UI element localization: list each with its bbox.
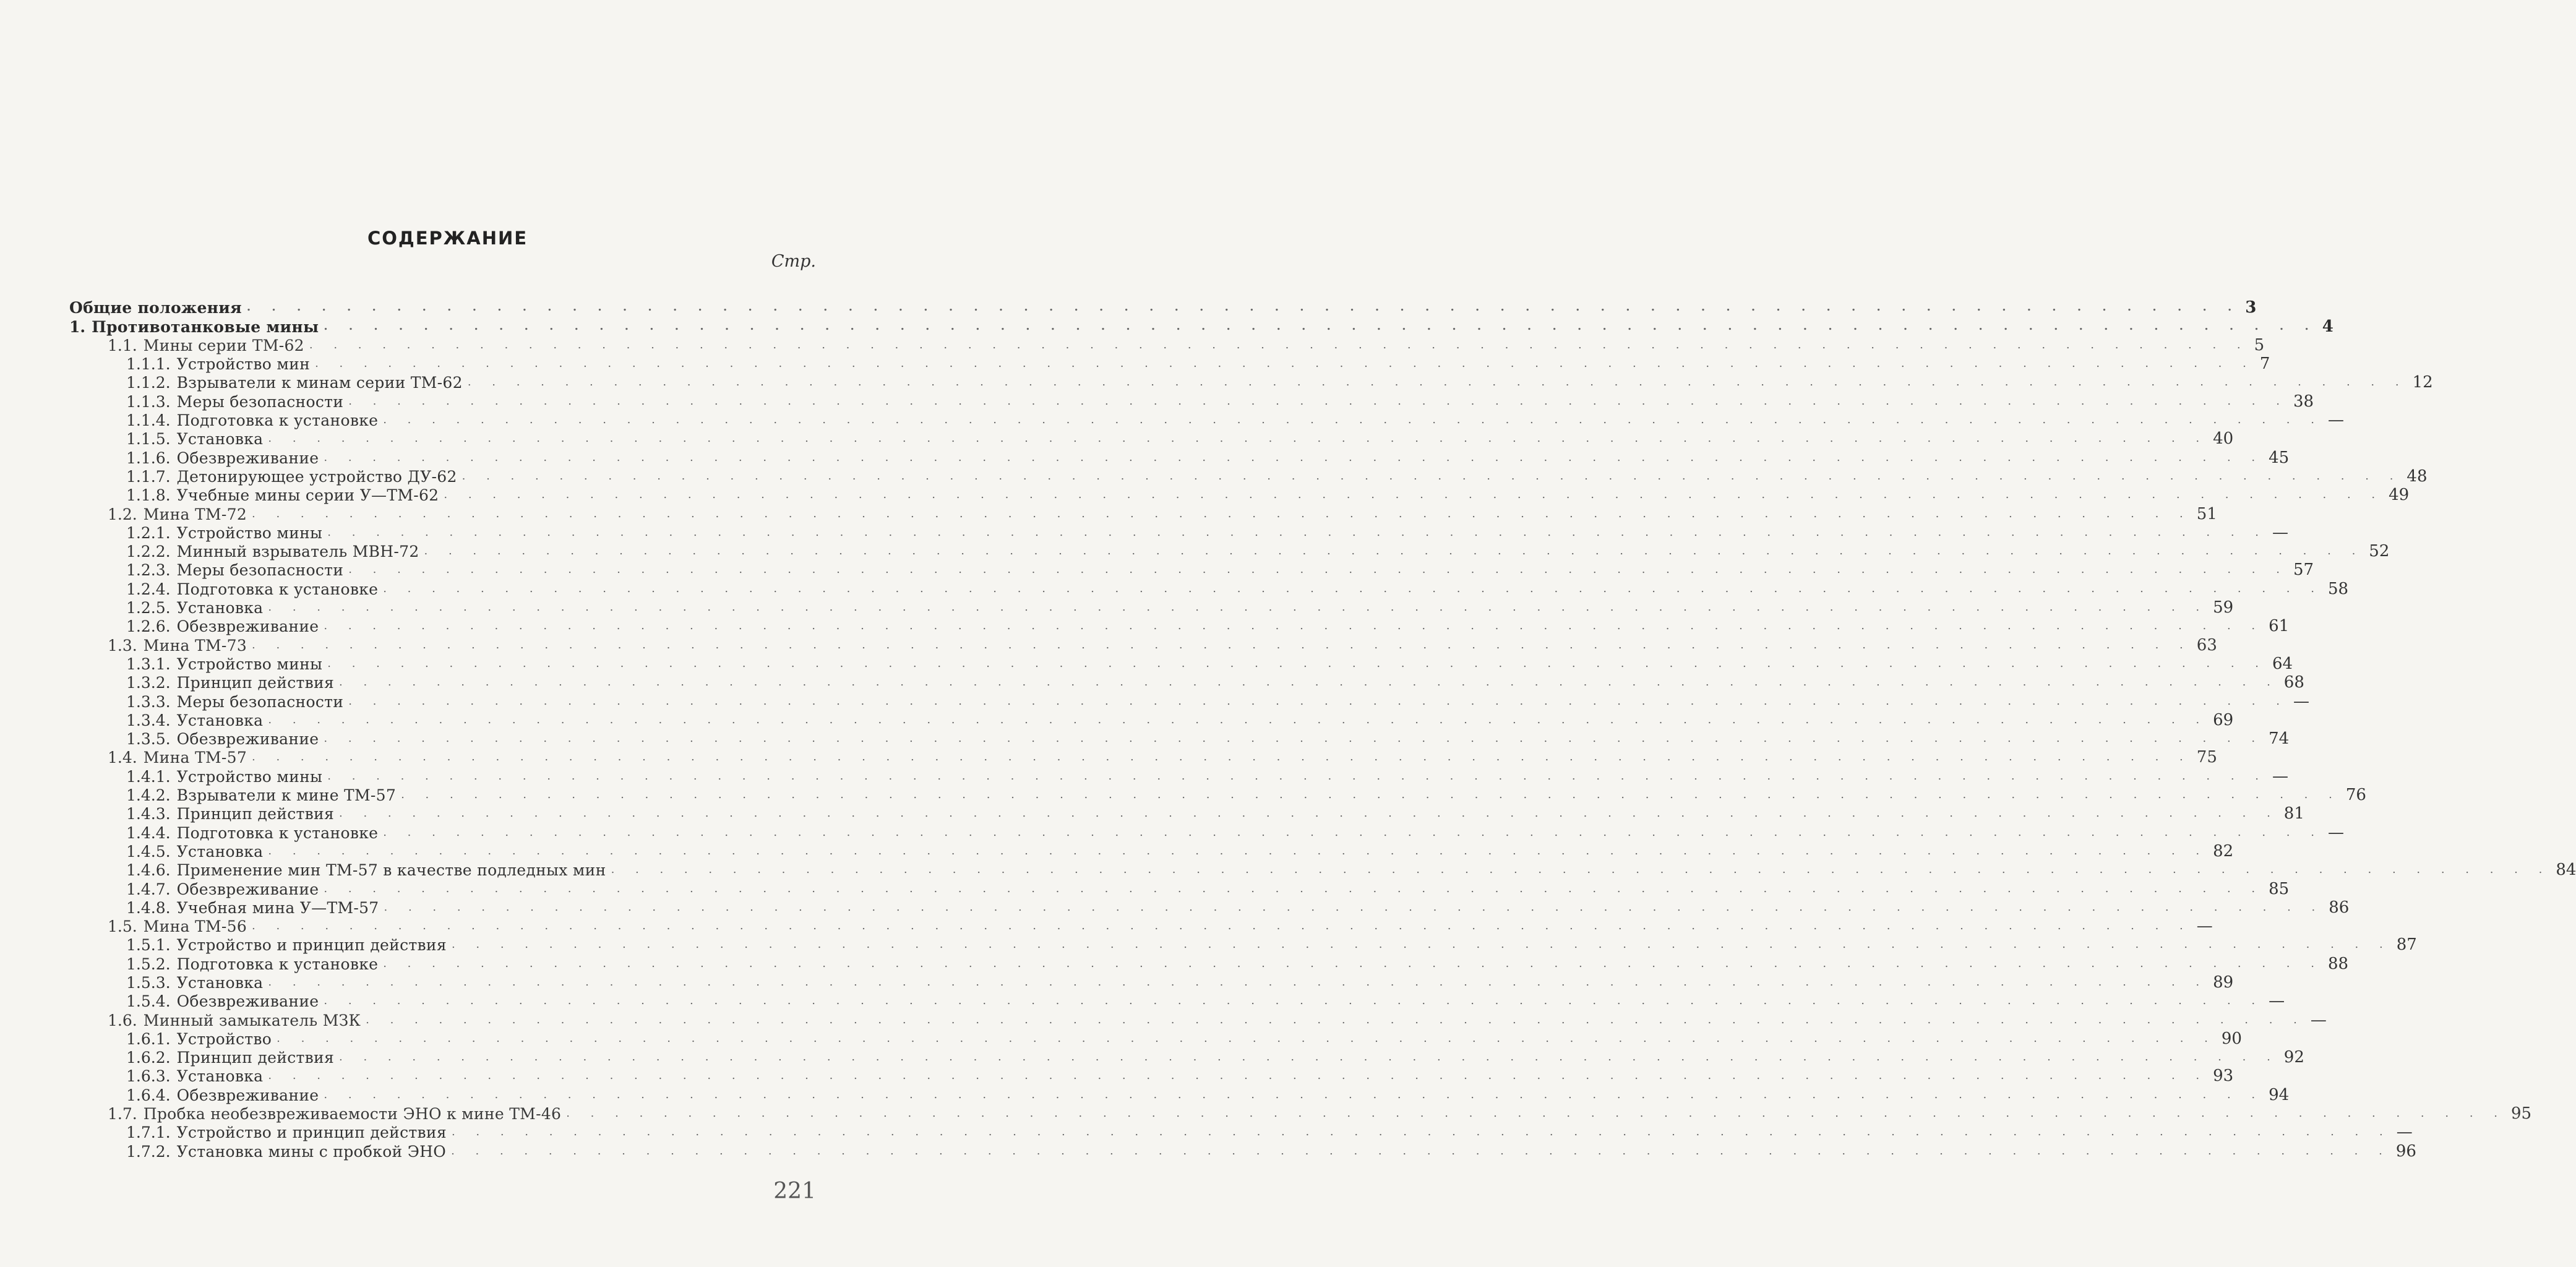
toc-entry-title: Меры безопасности xyxy=(176,692,344,711)
toc-entry-page: — xyxy=(2269,992,2285,1011)
toc-entry-page: 64 xyxy=(2272,654,2293,673)
dot-leader: . . . . . . . . . . . . . . . . . . . . . . . . . . . . . . . . . . . . . . . . . . . . . . . . . . . . . . . . . . . . . . . . . . . . . . . . . . . . . . . . xyxy=(246,301,2241,314)
toc-entry-title: Обезвреживание xyxy=(176,992,319,1011)
toc-entry-number: 1.4.8. xyxy=(126,898,171,917)
toc-entry-title: Обезвреживание xyxy=(176,449,319,467)
toc-entry-title: Устройство мины xyxy=(176,655,323,673)
toc-entry-page: 52 xyxy=(2369,542,2390,561)
dot-leader: . . . . . . . . . . . . . . . . . . . . . . . . . . . . . . . . . . . . . . . . . . . . . . . . . . . . . . . . . . . . . . . . . . . . . . . . . . . . . . . . xyxy=(451,938,2392,951)
toc-entry-page: 84 xyxy=(2556,861,2576,880)
toc-entry xyxy=(69,559,2314,580)
toc-entry xyxy=(69,1103,2532,1123)
toc-entry xyxy=(69,297,2257,317)
toc-entry-number: 1.5.1. xyxy=(126,936,171,955)
dot-leader: . . . . . . . . . . . . . . . . . . . . . . . . . . . . . . . . . . . . . . . . . . . . . . . . . . . . . . . . . . . . . . . . . . . . . . . . . . . . . . . . xyxy=(348,694,2288,708)
toc-entry-number: 1.1.5. xyxy=(126,430,171,449)
toc-entry-title: Пробка необезвреживаемости ЭНО к мине ТМ-46 xyxy=(143,1105,562,1123)
toc-entry-title: Противотанковые мины xyxy=(92,317,319,336)
page-number: 221 xyxy=(773,1179,816,1204)
table-of-contents xyxy=(69,297,2576,1161)
toc-entry-number: 1.5.4. xyxy=(126,992,171,1011)
toc-entry-title: Принцип действия xyxy=(176,1049,335,1067)
toc-entry-page: 76 xyxy=(2345,786,2366,805)
dot-leader: . . . . . . . . . . . . . . . . . . . . . . . . . . . . . . . . . . . . . . . . . . . . . . . . . . . . . . . . . . . . . . . . . . . . . . . . . . . . . . . . xyxy=(324,994,2264,1008)
toc-entry-page: 75 xyxy=(2196,748,2217,767)
toc-entry-title: Мина ТМ-56 xyxy=(143,917,247,936)
toc-entry xyxy=(69,503,2217,523)
toc-entry-page: 96 xyxy=(2395,1141,2416,1161)
toc-entry-page: 57 xyxy=(2293,560,2314,580)
dot-leader: . . . . . . . . . . . . . . . . . . . . . . . . . . . . . . . . . . . . . . . . . . . . . . . . . . . . . . . . . . . . . . . . . . . . . . . . . . . . . . . . xyxy=(383,413,2323,427)
toc-entry-number: 1.3. xyxy=(108,636,137,655)
dot-leader: . . . . . . . . . . . . . . . . . . . . . . . . . . . . . . . . . . . . . . . . . . . . . . . . . . . . . . . . . . . . . . . . . . . . . . . . . . . . . . . . xyxy=(309,338,2249,351)
dot-leader: . . . . . . . . . . . . . . . . . . . . . . . . . . . . . . . . . . . . . . . . . . . . . . . . . . . . . . . . . . . . . . . . . . . . . . . . . . . . . . . . xyxy=(611,863,2551,877)
toc-entry-number: 1.6. xyxy=(108,1011,137,1029)
toc-entry-page: 5 xyxy=(2254,335,2265,354)
dot-leader: . . . . . . . . . . . . . . . . . . . . . . . . . . . . . . . . . . . . . . . . . . . . . . . . . . . . . . . . . . . . . . . . . . . . . . . . . . . . . . . . xyxy=(315,357,2255,371)
toc-entry-page: — xyxy=(2196,917,2213,936)
page-column-label: Стр. xyxy=(771,252,816,271)
dot-leader: . . . . . . . . . . . . . . . . . . . . . . . . . . . . . . . . . . . . . . . . . . . . . . . . . . . . . . . . . . . . . . . . . . . . . . . . . . . . . . . . xyxy=(366,1013,2306,1026)
toc-entry-title: Устройство и принцип действия xyxy=(176,936,447,955)
toc-entry-title: Устройство и принцип действия xyxy=(176,1123,447,1142)
dot-leader: . . . . . . . . . . . . . . . . . . . . . . . . . . . . . . . . . . . . . . . . . . . . . . . . . . . . . . . . . . . . . . . . . . . . . . . . . . . . . . . . xyxy=(268,601,2209,614)
dot-leader: . . . . . . . . . . . . . . . . . . . . . . . . . . . . . . . . . . . . . . . . . . . . . . . . . . . . . . . . . . . . . . . . . . . . . . . . . . . . . . . . xyxy=(462,469,2402,483)
toc-entry-number: 1.2.6. xyxy=(126,617,171,636)
dot-leader: . . . . . . . . . . . . . . . . . . . . . . . . . . . . . . . . . . . . . . . . . . . . . . . . . . . . . . . . . . . . . . . . . . . . . . . . . . . . . . . . xyxy=(424,544,2364,558)
dot-leader: . . . . . . . . . . . . . . . . . . . . . . . . . . . . . . . . . . . . . . . . . . . . . . . . . . . . . . . . . . . . . . . . . . . . . . . . . . . . . . . . xyxy=(348,394,2288,408)
toc-entry xyxy=(69,897,2350,917)
toc-entry xyxy=(69,1047,2304,1067)
dot-leader: . . . . . . . . . . . . . . . . . . . . . . . . . . . . . . . . . . . . . . . . . . . . . . . . . . . . . . . . . . . . . . . . . . . . . . . . . . . . . . . . xyxy=(324,450,2264,464)
toc-entry xyxy=(69,841,2234,861)
toc-entry xyxy=(69,541,2390,561)
toc-entry xyxy=(69,728,2290,749)
dot-leader: . . . . . . . . . . . . . . . . . . . . . . . . . . . . . . . . . . . . . . . . . . . . . . . . . . . . . . . . . . . . . . . . . . . . . . . . . . . . . . . . xyxy=(339,1050,2279,1064)
toc-entry-title: Установка мины с пробкой ЭНО xyxy=(176,1142,447,1161)
toc-entry-title: Установка xyxy=(176,1067,264,1086)
toc-entry-number: 1.1. xyxy=(108,336,137,354)
toc-entry xyxy=(69,953,2349,973)
toc-entry-title: Обезвреживание xyxy=(176,880,319,898)
toc-entry-number: 1.1.2. xyxy=(126,374,171,392)
toc-entry-page: 4 xyxy=(2322,317,2333,336)
toc-entry-title: Применение мин ТМ-57 в качестве подледных мин xyxy=(176,861,606,880)
toc-entry-title: Подготовка к установке xyxy=(176,823,379,842)
toc-entry-page: — xyxy=(2396,1123,2413,1142)
toc-entry-page: 81 xyxy=(2283,804,2304,823)
toc-entry-title: Мины серии ТМ-62 xyxy=(143,336,304,354)
toc-entry xyxy=(69,447,2290,467)
toc-entry-page: 59 xyxy=(2213,598,2234,617)
toc-entry-number: 1.6.3. xyxy=(126,1067,171,1086)
dot-leader: . . . . . . . . . . . . . . . . . . . . . . . . . . . . . . . . . . . . . . . . . . . . . . . . . . . . . . . . . . . . . . . . . . . . . . . . . . . . . . . . xyxy=(383,582,2323,595)
toc-entry xyxy=(69,822,2344,842)
dot-leader: . . . . . . . . . . . . . . . . . . . . . . . . . . . . . . . . . . . . . . . . . . . . . . . . . . . . . . . . . . . . . . . . . . . . . . . . . . . . . . . . xyxy=(252,507,2192,520)
toc-entry-title: Устройство мины xyxy=(176,523,323,542)
toc-entry-title: Учебная мина У—ТМ-57 xyxy=(176,898,379,917)
toc-entry-page: 95 xyxy=(2510,1104,2532,1123)
dot-leader: . . . . . . . . . . . . . . . . . . . . . . . . . . . . . . . . . . . . . . . . . . . . . . . . . . . . . . . . . . . . . . . . . . . . . . . . . . . . . . . . xyxy=(327,769,2268,783)
toc-entry-number: 1.1.6. xyxy=(126,449,171,467)
dot-leader: . . . . . . . . . . . . . . . . . . . . . . . . . . . . . . . . . . . . . . . . . . . . . . . . . . . . . . . . . . . . . . . . . . . . . . . . . . . . . . . . xyxy=(268,975,2209,989)
toc-entry-number: 1.6.4. xyxy=(126,1086,171,1104)
toc-entry-page: 92 xyxy=(2283,1048,2304,1067)
dot-leader: . . . . . . . . . . . . . . . . . . . . . . . . . . . . . . . . . . . . . . . . . . . . . . . . . . . . . . . . . . . . . . . . . . . . . . . . . . . . . . . . xyxy=(324,882,2264,895)
toc-entry-number: 1.4.5. xyxy=(126,842,171,861)
toc-entry-page: 68 xyxy=(2283,673,2304,692)
toc-entry-title: Взрыватели к мине ТМ-57 xyxy=(176,786,397,805)
toc-entry xyxy=(69,316,2333,336)
dot-leader: . . . . . . . . . . . . . . . . . . . . . . . . . . . . . . . . . . . . . . . . . . . . . . . . . . . . . . . . . . . . . . . . . . . . . . . . . . . . . . . . xyxy=(252,919,2192,933)
dot-leader: . . . . . . . . . . . . . . . . . . . . . . . . . . . . . . . . . . . . . . . . . . . . . . . . . . . . . . . . . . . . . . . . . . . . . . . . . . . . . . . . xyxy=(383,956,2323,970)
toc-entry xyxy=(69,522,2289,542)
toc-entry xyxy=(69,934,2417,955)
toc-entry-page: 86 xyxy=(2329,898,2350,917)
toc-entry xyxy=(69,353,2270,374)
toc-entry-number: 1.1.1. xyxy=(126,355,171,374)
toc-entry-title: Установка xyxy=(176,430,264,449)
toc-entry-title: Минный замыкатель МЗК xyxy=(143,1011,361,1029)
toc-entry xyxy=(69,372,2433,392)
toc-entry-number: 1.3.2. xyxy=(126,674,171,692)
toc-entry-title: Меры безопасности xyxy=(176,392,344,411)
toc-entry-page: — xyxy=(2310,1010,2327,1029)
toc-entry-title: Мина ТМ-72 xyxy=(143,505,247,523)
toc-entry-number: 1.2.5. xyxy=(126,599,171,617)
dot-leader: . . . . . . . . . . . . . . . . . . . . . . . . . . . . . . . . . . . . . . . . . . . . . . . . . . . . . . . . . . . . . . . . . . . . . . . . . . . . . . . . xyxy=(384,900,2324,914)
toc-entry xyxy=(69,1122,2413,1142)
dot-leader: . . . . . . . . . . . . . . . . . . . . . . . . . . . . . . . . . . . . . . . . . . . . . . . . . . . . . . . . . . . . . . . . . . . . . . . . . . . . . . . . xyxy=(268,1069,2209,1083)
toc-entry xyxy=(69,710,2234,729)
toc-entry-page: 74 xyxy=(2269,729,2290,749)
toc-entry-number: 1.2.4. xyxy=(126,580,171,598)
toc-entry-number: 1.1.3. xyxy=(126,392,171,411)
toc-entry-title: Обезвреживание xyxy=(176,617,319,636)
toc-entry xyxy=(69,784,2366,805)
toc-entry-number: 1.5.2. xyxy=(126,955,171,973)
toc-entry-title: Устройство мины xyxy=(176,767,323,786)
toc-entry-number: 1.2.3. xyxy=(126,561,171,580)
toc-entry-number: 1.1.4. xyxy=(126,411,171,430)
toc-entry-title: Подготовка к установке xyxy=(176,955,379,973)
dot-leader: . . . . . . . . . . . . . . . . . . . . . . . . . . . . . . . . . . . . . . . . . . . . . . . . . . . . . . . . . . . . . . . . . . . . . . . . . . . . . . . . xyxy=(252,638,2192,651)
toc-entry-title: Учебные мины серии У—ТМ-62 xyxy=(176,486,439,505)
toc-entry-number: 1.4.7. xyxy=(126,880,171,898)
toc-entry-title: Установка xyxy=(176,842,264,861)
toc-entry-page: 69 xyxy=(2213,710,2234,729)
toc-entry xyxy=(69,690,2309,711)
dot-leader: . . . . . . . . . . . . . . . . . . . . . . . . . . . . . . . . . . . . . . . . . . . . . . . . . . . . . . . . . . . . . . . . . . . . . . . . . . . . . . . . xyxy=(327,656,2268,670)
toc-entry-page: 7 xyxy=(2259,354,2270,374)
toc-entry xyxy=(69,765,2289,786)
dot-leader: . . . . . . . . . . . . . . . . . . . . . . . . . . . . . . . . . . . . . . . . . . . . . . . . . . . . . . . . . . . . . . . . . . . . . . . . . . . . . . . . xyxy=(339,807,2279,820)
toc-entry xyxy=(69,972,2234,992)
toc-entry-number: 1.4.6. xyxy=(126,861,171,880)
toc-entry xyxy=(69,1140,2416,1161)
toc-entry xyxy=(69,578,2349,598)
dot-leader: . . . . . . . . . . . . . . . . . . . . . . . . . . . . . . . . . . . . . . . . . . . . . . . . . . . . . . . . . . . . . . . . . . . . . . . . . . . . . . . . xyxy=(268,713,2209,726)
dot-leader: . . . . . . . . . . . . . . . . . . . . . . . . . . . . . . . . . . . . . . . . . . . . . . . . . . . . . . . . . . . . . . . . . . . . . . . . . . . . . . . . xyxy=(566,1107,2506,1120)
dot-leader: . . . . . . . . . . . . . . . . . . . . . . . . . . . . . . . . . . . . . . . . . . . . . . . . . . . . . . . . . . . . . . . . . . . . . . . . . . . . . . . . xyxy=(383,825,2323,839)
toc-entry-number: 1.3.3. xyxy=(126,692,171,711)
dot-leader: . . . . . . . . . . . . . . . . . . . . . . . . . . . . . . . . . . . . . . . . . . . . . . . . . . . . . . . . . . . . . . . . . . . . . . . . . . . . . . . . xyxy=(324,1088,2264,1101)
toc-entry-title: Установка xyxy=(176,599,264,617)
toc-entry-title: Принцип действия xyxy=(176,674,335,692)
toc-entry-number: 1.5. xyxy=(108,917,137,936)
toc-entry-number: 1.3.5. xyxy=(126,730,171,749)
dot-leader: . . . . . . . . . . . . . . . . . . . . . . . . . . . . . . . . . . . . . . . . . . . . . . . . . . . . . . . . . . . . . . . . . . . . . . . . . . . . . . . . xyxy=(339,676,2279,689)
toc-entry-title: Принцип действия xyxy=(176,805,335,823)
toc-entry-title: Детонирующее устройство ДУ-62 xyxy=(176,467,457,486)
toc-entry-number: 1.2.1. xyxy=(126,523,171,542)
dot-leader: . . . . . . . . . . . . . . . . . . . . . . . . . . . . . . . . . . . . . . . . . . . . . . . . . . . . . . . . . . . . . . . . . . . . . . . . . . . . . . . . xyxy=(348,563,2288,577)
toc-entry-page: 38 xyxy=(2293,392,2314,411)
toc-entry xyxy=(69,859,2576,880)
toc-entry xyxy=(69,484,2410,505)
toc-entry-title: Минный взрыватель МВН-72 xyxy=(176,543,419,561)
toc-entry-page: 63 xyxy=(2196,635,2217,655)
toc-entry-number: 1.6.1. xyxy=(126,1029,171,1048)
toc-entry-page: — xyxy=(2272,767,2289,786)
toc-entry-page: 85 xyxy=(2269,879,2290,898)
toc-entry xyxy=(69,916,2213,936)
toc-entry-number: 1. xyxy=(69,317,86,336)
toc-entry-title: Мина ТМ-57 xyxy=(143,749,247,767)
toc-entry-page: 93 xyxy=(2213,1067,2234,1086)
toc-entry-number: 1.6.2. xyxy=(126,1049,171,1067)
toc-entry-page: 3 xyxy=(2245,298,2257,317)
toc-entry xyxy=(69,1028,2242,1048)
toc-entry-number: 1.5.3. xyxy=(126,973,171,992)
toc-entry-number: 1.4. xyxy=(108,749,137,767)
toc-entry xyxy=(69,1009,2327,1029)
toc-entry-title: Установка xyxy=(176,711,264,729)
toc-entry-number: 1.7.2. xyxy=(126,1142,171,1161)
toc-entry-number: 1.1.7. xyxy=(126,467,171,486)
toc-entry xyxy=(69,390,2314,411)
dot-leader: . . . . . . . . . . . . . . . . . . . . . . . . . . . . . . . . . . . . . . . . . . . . . . . . . . . . . . . . . . . . . . . . . . . . . . . . . . . . . . . . xyxy=(268,844,2209,857)
toc-entry-page: 89 xyxy=(2213,973,2234,992)
page-title: СОДЕРЖАНИЕ xyxy=(367,228,528,249)
toc-entry-number: 1.3.1. xyxy=(126,655,171,673)
toc-entry xyxy=(69,410,2344,430)
toc-entry-page: 87 xyxy=(2396,935,2417,955)
toc-entry-number: 1.4.2. xyxy=(126,786,171,805)
dot-leader: . . . . . . . . . . . . . . . . . . . . . . . . . . . . . . . . . . . . . . . . . . . . . . . . . . . . . . . . . . . . . . . . . . . . . . . . . . . . . . . . xyxy=(444,488,2384,502)
dot-leader: . . . . . . . . . . . . . . . . . . . . . . . . . . . . . . . . . . . . . . . . . . . . . . . . . . . . . . . . . . . . . . . . . . . . . . . . . . . . . . . . xyxy=(467,376,2408,389)
toc-entry-page: 61 xyxy=(2269,617,2290,636)
toc-entry-page: — xyxy=(2272,523,2289,542)
toc-entry-page: 94 xyxy=(2269,1085,2290,1104)
toc-entry xyxy=(69,1065,2234,1086)
dot-leader: . . . . . . . . . . . . . . . . . . . . . . . . . . . . . . . . . . . . . . . . . . . . . . . . . . . . . . . . . . . . . . . . . . . . . . . . . . . . . . . . xyxy=(324,319,2317,333)
toc-entry-number: 1.7.1. xyxy=(126,1123,171,1142)
toc-entry-number: 1.3.4. xyxy=(126,711,171,729)
dot-leader: . . . . . . . . . . . . . . . . . . . . . . . . . . . . . . . . . . . . . . . . . . . . . . . . . . . . . . . . . . . . . . . . . . . . . . . . . . . . . . . . xyxy=(277,1031,2217,1045)
toc-entry-title: Взрыватели к минам серии ТМ-62 xyxy=(176,374,463,392)
toc-entry-page: 12 xyxy=(2412,373,2433,392)
toc-entry xyxy=(69,747,2217,767)
toc-entry-page: 82 xyxy=(2213,841,2234,861)
toc-entry xyxy=(69,653,2293,673)
toc-entry-page: 45 xyxy=(2269,448,2290,467)
toc-entry-number: 1.4.4. xyxy=(126,823,171,842)
toc-entry-title: Подготовка к установке xyxy=(176,411,379,430)
dot-leader: . . . . . . . . . . . . . . . . . . . . . . . . . . . . . . . . . . . . . . . . . . . . . . . . . . . . . . . . . . . . . . . . . . . . . . . . . . . . . . . . xyxy=(268,432,2209,445)
toc-entry-title: Общие положения xyxy=(69,299,242,317)
toc-entry-page: — xyxy=(2327,823,2344,842)
toc-entry-title: Обезвреживание xyxy=(176,1086,319,1104)
dot-leader: . . . . . . . . . . . . . . . . . . . . . . . . . . . . . . . . . . . . . . . . . . . . . . . . . . . . . . . . . . . . . . . . . . . . . . . . . . . . . . . . xyxy=(401,788,2341,802)
dot-leader: . . . . . . . . . . . . . . . . . . . . . . . . . . . . . . . . . . . . . . . . . . . . . . . . . . . . . . . . . . . . . . . . . . . . . . . . . . . . . . . . xyxy=(451,1125,2392,1139)
toc-entry-title: Обезвреживание xyxy=(176,730,319,749)
toc-entry-number: 1.7. xyxy=(108,1105,137,1123)
toc-entry-page: 48 xyxy=(2406,466,2428,486)
toc-entry-page: — xyxy=(2327,411,2344,430)
toc-entry-page: 90 xyxy=(2221,1029,2242,1048)
toc-entry xyxy=(69,466,2428,486)
toc-entry xyxy=(69,335,2265,354)
dot-leader: . . . . . . . . . . . . . . . . . . . . . . . . . . . . . . . . . . . . . . . . . . . . . . . . . . . . . . . . . . . . . . . . . . . . . . . . . . . . . . . . xyxy=(324,732,2264,745)
toc-entry-page: 49 xyxy=(2389,486,2410,505)
toc-entry xyxy=(69,428,2234,449)
toc-entry xyxy=(69,1084,2290,1104)
toc-entry xyxy=(69,878,2290,898)
dot-leader: . . . . . . . . . . . . . . . . . . . . . . . . . . . . . . . . . . . . . . . . . . . . . . . . . . . . . . . . . . . . . . . . . . . . . . . . . . . . . . . . xyxy=(327,525,2268,539)
dot-leader: . . . . . . . . . . . . . . . . . . . . . . . . . . . . . . . . . . . . . . . . . . . . . . . . . . . . . . . . . . . . . . . . . . . . . . . . . . . . . . . . xyxy=(451,1144,2391,1157)
dot-leader: . . . . . . . . . . . . . . . . . . . . . . . . . . . . . . . . . . . . . . . . . . . . . . . . . . . . . . . . . . . . . . . . . . . . . . . . . . . . . . . . xyxy=(252,750,2192,764)
toc-entry-title: Устройство мин xyxy=(176,355,311,374)
toc-entry-page: — xyxy=(2293,692,2309,711)
toc-entry-number: 1.4.1. xyxy=(126,767,171,786)
toc-entry xyxy=(69,597,2234,617)
toc-entry-number: 1.1.8. xyxy=(126,486,171,505)
toc-entry-title: Устройство xyxy=(176,1029,272,1048)
toc-entry xyxy=(69,634,2217,655)
toc-entry-page: 51 xyxy=(2196,504,2217,523)
toc-entry-number: 1.4.3. xyxy=(126,805,171,823)
toc-entry xyxy=(69,803,2304,823)
toc-entry-number: 1.2. xyxy=(108,505,137,523)
toc-entry-number: 1.2.2. xyxy=(126,543,171,561)
dot-leader: . . . . . . . . . . . . . . . . . . . . . . . . . . . . . . . . . . . . . . . . . . . . . . . . . . . . . . . . . . . . . . . . . . . . . . . . . . . . . . . . xyxy=(324,619,2264,633)
toc-entry-page: 40 xyxy=(2213,429,2234,449)
toc-entry-page: 58 xyxy=(2327,579,2349,598)
toc-entry xyxy=(69,672,2304,692)
toc-entry xyxy=(69,616,2290,636)
toc-entry-page: 88 xyxy=(2327,954,2349,973)
toc-entry-title: Подготовка к установке xyxy=(176,580,379,598)
toc-entry-title: Установка xyxy=(176,973,264,992)
toc-entry-title: Мина ТМ-73 xyxy=(143,636,247,655)
toc-entry-title: Меры безопасности xyxy=(176,561,344,580)
toc-entry xyxy=(69,990,2285,1011)
